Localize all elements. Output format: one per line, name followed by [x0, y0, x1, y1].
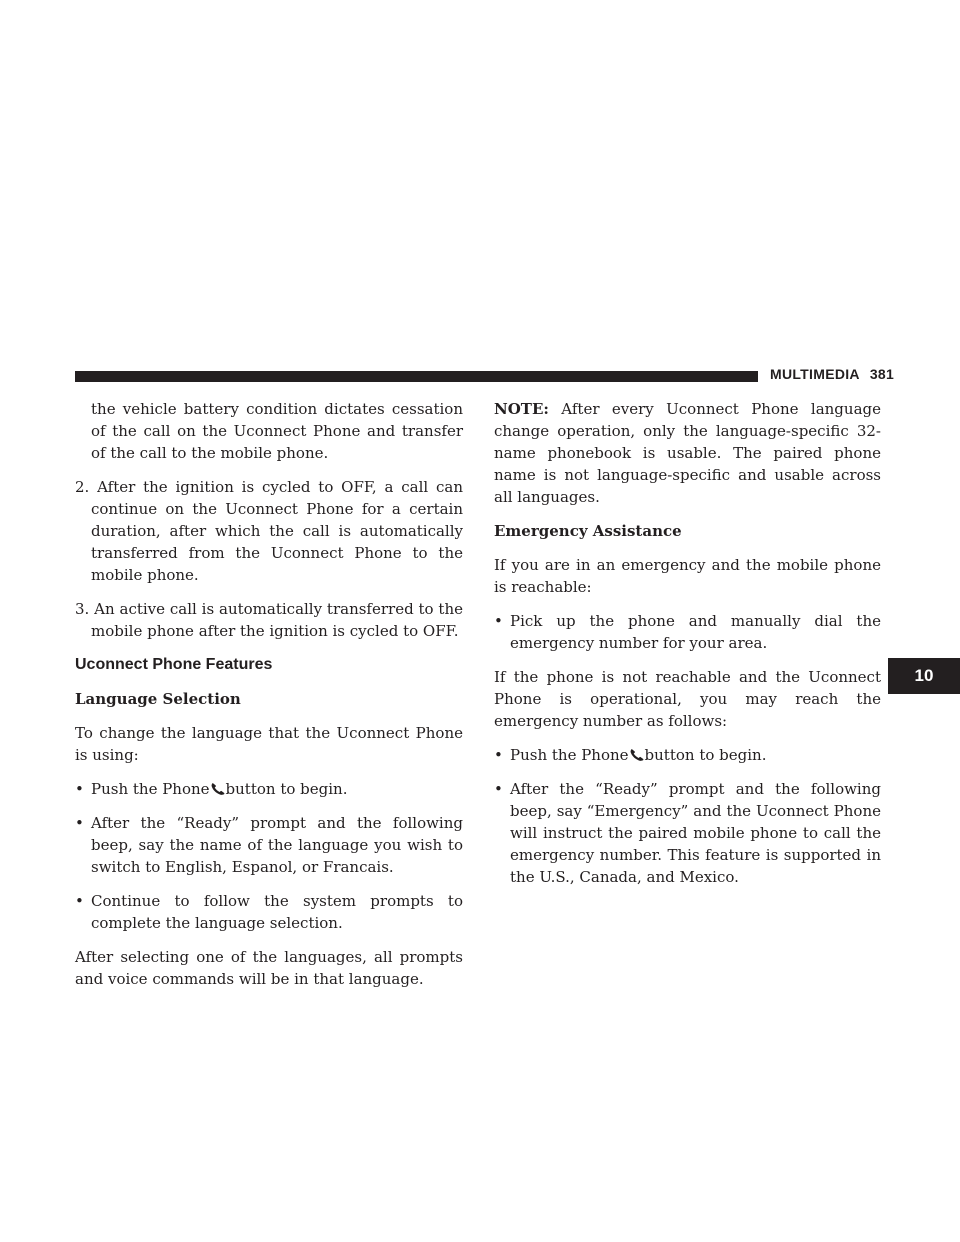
bullet-dot: • — [494, 746, 503, 764]
closing-paragraph: After selecting one of the languages, all prompts and voice commands will be in that language. — [75, 948, 463, 988]
paragraph: If the phone is not reachable and the Uconnect Phone is operational, you may reach the emergency number as follows: — [494, 668, 881, 730]
bullet-item: • After the “Ready” prompt and the following beep, say “Emergency” and the Uconnect Phone will instruct the paired mobile phone to call the emergency number. This feature is supported in the U.S., Canada, and Mexico. — [494, 780, 881, 886]
page-header — [770, 366, 894, 382]
phone-icon — [211, 783, 225, 795]
bullet-item: • Push the Phone button to begin. — [75, 780, 348, 798]
bullet-item: • After the “Ready” prompt and the following beep, say the name of the language you wish to switch to English, Espanol, or Francais. — [75, 814, 463, 876]
bullet-dot: • — [75, 814, 84, 832]
bullet-dot: • — [75, 892, 84, 910]
chapter-tab: 10 — [888, 658, 960, 694]
sub-heading: Emergency Assistance — [494, 522, 682, 540]
bullet-item: • Push the Phone button to begin. — [494, 746, 767, 764]
paragraph: If you are in an emergency and the mobile phone is reachable: — [494, 556, 881, 596]
phone-icon — [630, 749, 644, 761]
right-column — [494, 398, 881, 900]
numbered-item: 2. After the ignition is cycled to OFF, a call can continue on the Uconnect Phone for a certain duration, after which the call is automatically transferred from the Uconnect Phone to the mobile phone. — [75, 478, 463, 584]
note-paragraph: NOTE: After every Uconnect Phone language change operation, only the language-specific 32-name phonebook is usable. The paired phone name is not language-specific and usable across all languages. — [494, 400, 881, 506]
page-number: 381 — [869, 366, 895, 382]
bullet-item: • Continue to follow the system prompts to complete the language selection. — [75, 892, 463, 932]
bullet-dot: • — [494, 780, 503, 798]
note-label: NOTE: — [494, 400, 549, 418]
bullet-dot: • — [494, 612, 503, 630]
sub-heading: Language Selection — [75, 690, 241, 708]
left-column — [75, 398, 463, 1002]
continuation-paragraph: the vehicle battery condition dictates cessation of the call on the Uconnect Phone and transfer of the call to the mobile phone. — [91, 400, 463, 462]
intro-paragraph: To change the language that the Uconnect Phone is using: — [75, 724, 463, 764]
bullet-item: • Pick up the phone and manually dial the emergency number for your area. — [494, 612, 881, 652]
section-title: MULTIMEDIA — [770, 366, 860, 382]
header-rule — [75, 371, 758, 382]
numbered-item: 3. An active call is automatically transferred to the mobile phone after the ignition is cycled to OFF. — [75, 600, 463, 640]
section-heading: Uconnect Phone Features — [75, 656, 273, 673]
bullet-dot: • — [75, 780, 84, 798]
